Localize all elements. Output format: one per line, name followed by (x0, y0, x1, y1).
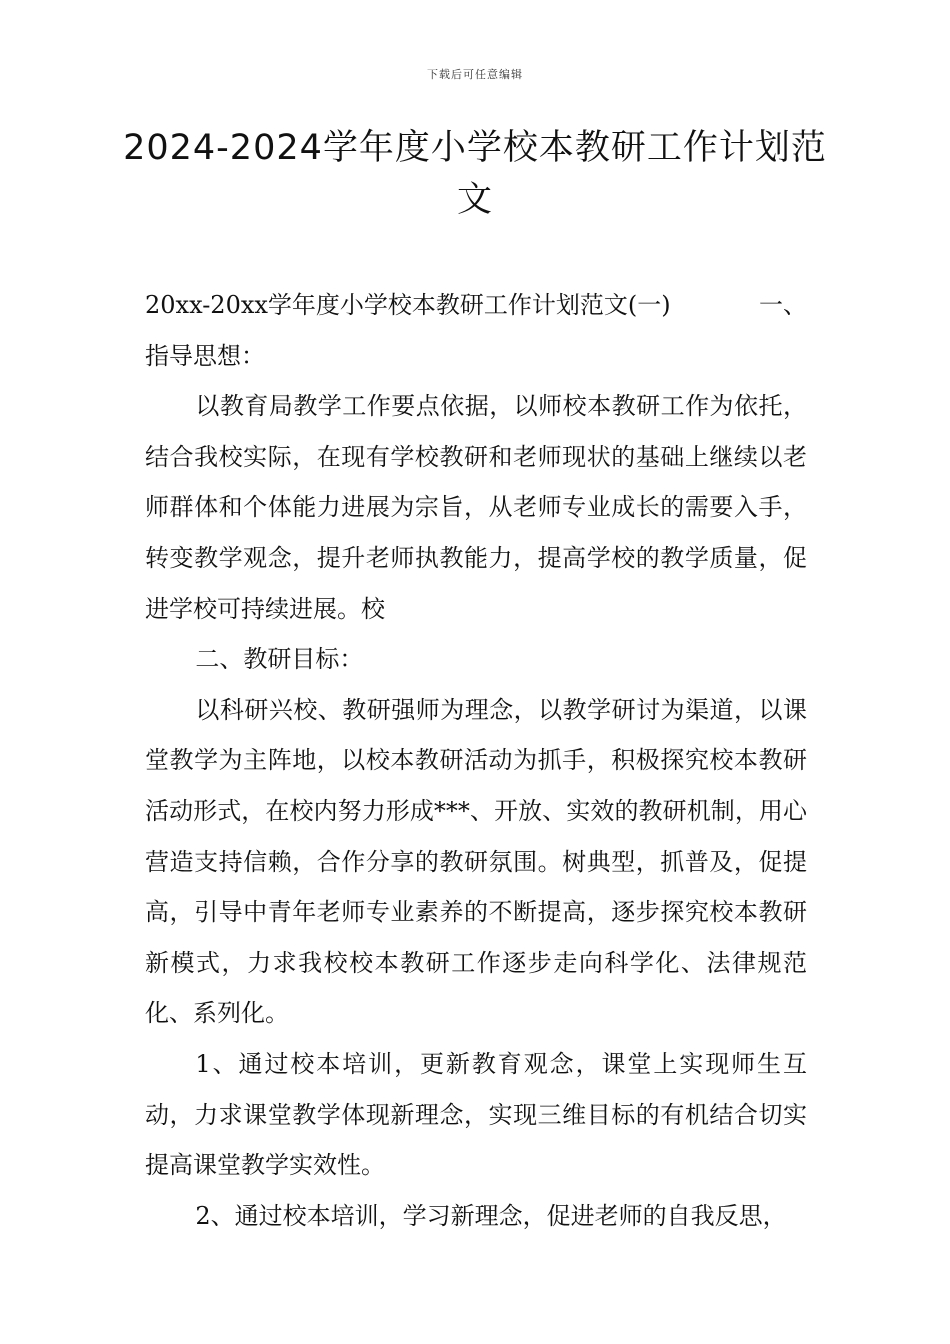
document-body (145, 280, 807, 1241)
section2-heading: 二、教研目标： (195, 645, 364, 674)
list-item-2: 2、通过校本培训，学习新理念，促进老师的自我反思， (195, 1201, 787, 1230)
paragraph-goals: 以科研兴校、教研强师为理念，以教学研讨为渠道，以课堂教学为主阵地，以校本教研活动为抓手，积极探究校本教研活动形式，在校内努力形成***、开放、实效的教研机制，用心营造支持信赖，合作分享的教研氛围。树典型，抓普及，促提高，引导中青年老师专业素养的不断提高，逐步探究校本教研新模式，力求我校校本教研工作逐步走向科学化、法律规范化、系列化。 (145, 695, 807, 1028)
section1-heading: 指导思想： (145, 341, 265, 370)
paragraph-guiding-idea: 以教育局教学工作要点依据，以师校本教研工作为依托，结合我校实际，在现有学校教研和老师现状的基础上继续以老师群体和个体能力进展为宗旨，从老师专业成长的需要入手，转变教学观念，提升老师执教能力，提高学校的教学质量，促进学校可持续进展。校 (145, 392, 807, 623)
list-item-1: 1、通过校本培训，更新教育观念，课堂上实现师生互动，力求课堂教学体现新理念，实现三维目标的有机结合切实提高课堂教学实效性。 (145, 1049, 807, 1180)
document-title: 2024-2024学年度小学校本教研工作计划范文 (123, 128, 827, 220)
section1-number: 一、 (759, 291, 807, 319)
subtitle-line (145, 280, 807, 331)
subtitle-text: 20xx-20xx学年度小学校本教研工作计划范文(一) (145, 291, 671, 319)
header-note: 下载后可任意编辑 (427, 68, 523, 81)
